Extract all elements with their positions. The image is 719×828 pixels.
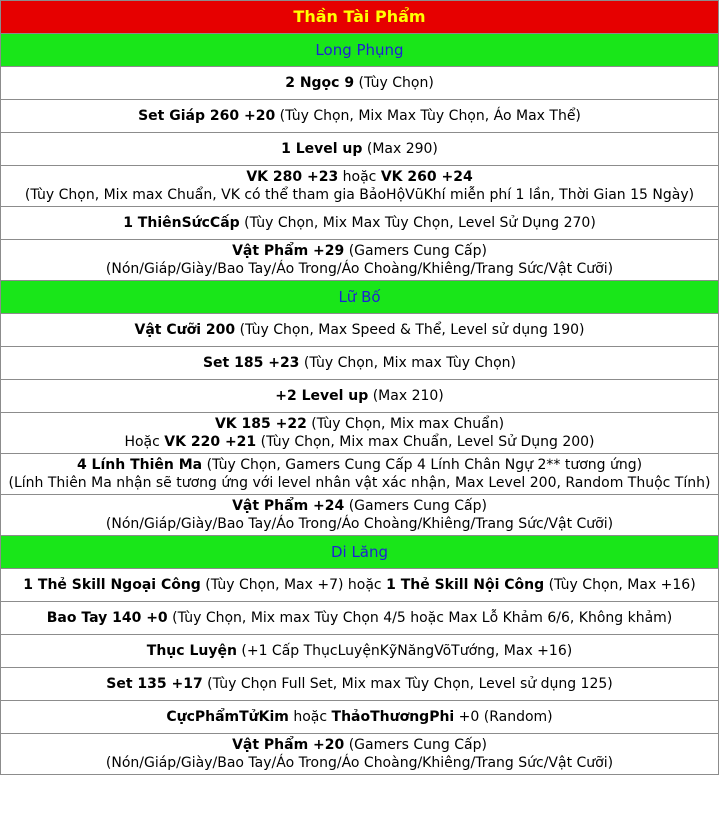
item-detail: (Gamers Cung Cấp)	[344, 243, 487, 259]
reward-cell	[1, 602, 719, 635]
item-detail: hoặc	[338, 169, 381, 185]
reward-row	[1, 635, 719, 668]
item-name: 2 Ngọc 9	[285, 75, 355, 91]
reward-line	[3, 140, 716, 158]
section-title: Lữ Bố	[1, 281, 719, 314]
item-detail: (Tùy Chọn, Mix max Tùy Chọn 4/5 hoặc Max Lỗ Khảm 6/6, Không khảm)	[167, 610, 673, 626]
reward-line	[3, 456, 716, 474]
item-name: Vật Phẩm +24	[232, 498, 345, 514]
item-name: Vật Cưỡi 200	[134, 322, 236, 338]
item-name: Vật Phẩm +20	[232, 737, 345, 753]
reward-line	[3, 321, 716, 339]
reward-cell	[1, 701, 719, 734]
item-detail: (Tùy Chọn, Max +7) hoặc	[200, 577, 387, 593]
reward-cell	[1, 454, 719, 495]
reward-cell	[1, 347, 719, 380]
reward-cell	[1, 100, 719, 133]
reward-row	[1, 67, 719, 100]
item-name: Set 135 +17	[106, 676, 203, 692]
reward-cell	[1, 635, 719, 668]
reward-row	[1, 734, 719, 775]
title-row	[1, 1, 719, 34]
reward-line	[3, 415, 716, 433]
reward-line	[3, 474, 716, 492]
reward-line	[3, 609, 716, 627]
section-header-row	[1, 536, 719, 569]
item-detail: Hoặc	[124, 434, 165, 450]
item-name: +2 Level up	[275, 388, 369, 404]
section-title: Long Phụng	[1, 34, 719, 67]
item-detail: (Tùy Chọn, Mix max Chuẩn)	[306, 416, 505, 432]
item-name: Set Giáp 260 +20	[138, 108, 276, 124]
reward-row	[1, 166, 719, 207]
reward-line	[3, 74, 716, 92]
reward-cell	[1, 67, 719, 100]
reward-cell	[1, 166, 719, 207]
item-detail: (Tùy Chọn, Mix max Chuẩn, Level Sử Dụng 200)	[256, 434, 595, 450]
item-detail: +0 (Random)	[454, 709, 553, 725]
reward-table-body	[1, 1, 719, 775]
reward-row	[1, 701, 719, 734]
reward-cell	[1, 569, 719, 602]
reward-cell	[1, 314, 719, 347]
reward-line	[3, 107, 716, 125]
reward-cell	[1, 133, 719, 166]
item-name: 1 ThiênSứcCấp	[123, 215, 240, 231]
reward-line	[3, 214, 716, 232]
item-detail: (Tùy Chọn)	[354, 75, 434, 91]
item-detail: (Tùy Chọn, Max Speed & Thể, Level sử dụng 190)	[235, 322, 585, 338]
reward-line	[3, 754, 716, 772]
reward-line	[3, 387, 716, 405]
item-detail: (Nón/Giáp/Giày/Bao Tay/Áo Trong/Áo Choàng/Khiêng/Trang Sức/Vật Cưỡi)	[105, 755, 614, 771]
reward-row	[1, 133, 719, 166]
item-detail: (Lính Thiên Ma nhận sẽ tương ứng với level nhân vật xác nhận, Max Level 200, Random Thuộc Tính)	[8, 475, 711, 491]
reward-row	[1, 668, 719, 701]
reward-cell	[1, 668, 719, 701]
item-name: VK 185 +22	[214, 416, 307, 432]
reward-row	[1, 602, 719, 635]
item-name: VK 260 +24	[380, 169, 473, 185]
reward-line	[3, 260, 716, 278]
item-detail: (Gamers Cung Cấp)	[344, 498, 487, 514]
reward-line	[3, 497, 716, 515]
reward-line	[3, 242, 716, 260]
reward-row	[1, 454, 719, 495]
reward-line	[3, 433, 716, 451]
item-detail: (Gamers Cung Cấp)	[344, 737, 487, 753]
table-title: Thần Tài Phẩm	[1, 1, 719, 34]
item-name: CựcPhẩmTửKim	[166, 709, 289, 725]
item-name: Vật Phẩm +29	[232, 243, 345, 259]
item-detail: (Max 290)	[362, 141, 438, 157]
item-name: Thục Luyện	[146, 643, 237, 659]
reward-cell	[1, 380, 719, 413]
reward-line	[3, 675, 716, 693]
item-detail: (Max 210)	[368, 388, 444, 404]
item-name: VK 220 +21	[164, 434, 257, 450]
section-header-row	[1, 34, 719, 67]
reward-row	[1, 314, 719, 347]
reward-line	[3, 186, 716, 204]
item-detail: (Tùy Chọn, Max +16)	[544, 577, 696, 593]
item-detail: (Nón/Giáp/Giày/Bao Tay/Áo Trong/Áo Choàng/Khiêng/Trang Sức/Vật Cưỡi)	[105, 516, 614, 532]
reward-line	[3, 708, 716, 726]
reward-line	[3, 354, 716, 372]
reward-row	[1, 347, 719, 380]
reward-line	[3, 642, 716, 660]
item-detail: (Tùy Chọn, Mix max Tùy Chọn)	[299, 355, 517, 371]
reward-line	[3, 736, 716, 754]
item-name: 4 Lính Thiên Ma	[76, 457, 203, 473]
reward-line	[3, 576, 716, 594]
reward-row	[1, 569, 719, 602]
item-name: 1 Thẻ Skill Ngoại Công	[23, 577, 201, 593]
reward-row	[1, 207, 719, 240]
item-name: ThảoThươngPhi	[331, 709, 455, 725]
reward-row	[1, 380, 719, 413]
reward-cell	[1, 240, 719, 281]
reward-line	[3, 168, 716, 186]
reward-cell	[1, 207, 719, 240]
item-name: Bao Tay 140 +0	[46, 610, 168, 626]
item-detail: (Tùy Chọn Full Set, Mix max Tùy Chọn, Level sử dụng 125)	[202, 676, 613, 692]
item-detail: (+1 Cấp ThụcLuyệnKỹNăngVõTướng, Max +16)	[236, 643, 573, 659]
item-name: 1 Thẻ Skill Nội Công	[386, 577, 545, 593]
item-detail: (Nón/Giáp/Giày/Bao Tay/Áo Trong/Áo Choàng/Khiêng/Trang Sức/Vật Cưỡi)	[105, 261, 614, 277]
item-detail: (Tùy Chọn, Gamers Cung Cấp 4 Lính Chân Ngự 2** tương ứng)	[202, 457, 643, 473]
section-header-row	[1, 281, 719, 314]
item-detail: (Tùy Chọn, Mix Max Tùy Chọn, Áo Max Thể)	[275, 108, 581, 124]
reward-row	[1, 413, 719, 454]
reward-cell	[1, 734, 719, 775]
item-detail: (Tùy Chọn, Mix Max Tùy Chọn, Level Sử Dụng 270)	[239, 215, 596, 231]
reward-line	[3, 515, 716, 533]
item-detail: hoặc	[288, 709, 332, 725]
item-name: 1 Level up	[281, 141, 363, 157]
reward-cell	[1, 413, 719, 454]
reward-row	[1, 100, 719, 133]
item-detail: (Tùy Chọn, Mix max Chuẩn, VK có thể tham gia BảoHộVũKhí miễn phí 1 lần, Thời Gian 15 Ngày)	[24, 187, 695, 203]
item-name: VK 280 +23	[246, 169, 339, 185]
reward-cell	[1, 495, 719, 536]
section-title: Di Lăng	[1, 536, 719, 569]
reward-row	[1, 240, 719, 281]
item-name: Set 185 +23	[202, 355, 300, 371]
reward-row	[1, 495, 719, 536]
